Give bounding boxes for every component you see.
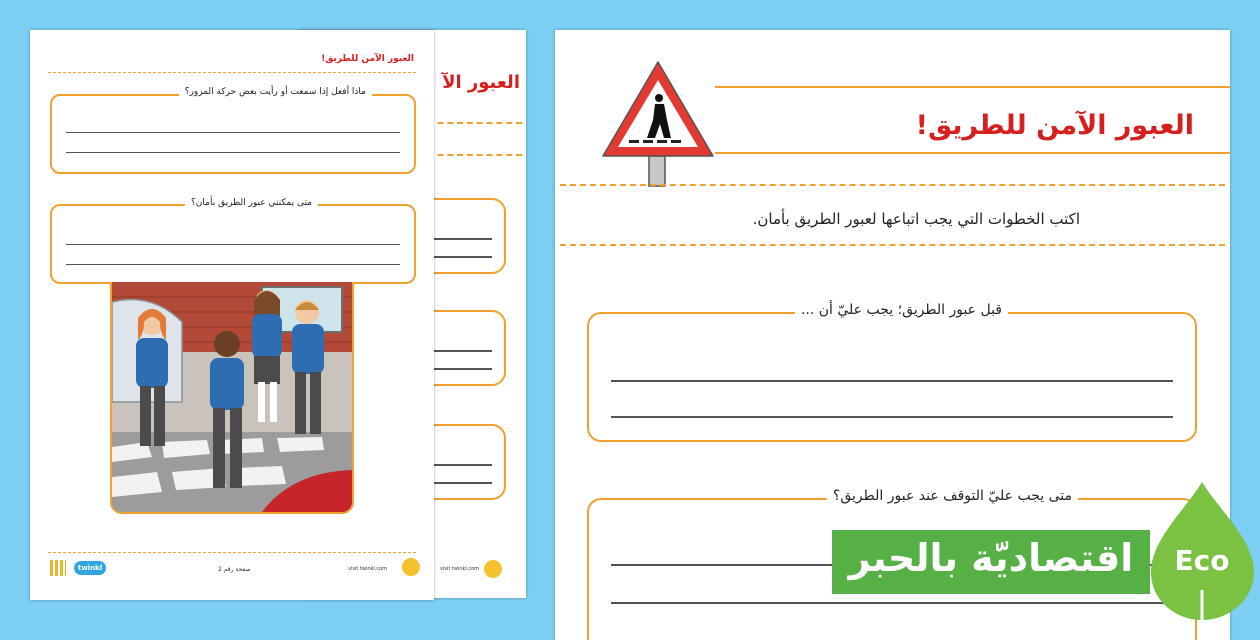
front-page-title: العبور الآمن للطريق! bbox=[321, 54, 414, 64]
question-label-2: متى يمكنني عبور الطريق بأمان؟ bbox=[185, 198, 318, 208]
eco-badge-text: اقتصاديّة بالحبر bbox=[848, 536, 1134, 580]
writing-line bbox=[66, 264, 400, 265]
answer-box-1 bbox=[587, 312, 1197, 442]
worksheet-page-front bbox=[30, 30, 434, 600]
pedestrian-crossing-sign-icon bbox=[597, 56, 719, 188]
instruction-top-rule bbox=[560, 184, 1225, 186]
writing-line bbox=[611, 416, 1173, 418]
header-top-rule bbox=[715, 86, 1230, 88]
writing-line bbox=[66, 132, 400, 133]
qr-code-icon bbox=[50, 560, 66, 576]
answer-box-1 bbox=[50, 94, 416, 174]
writing-line bbox=[611, 380, 1173, 382]
header-bottom-rule bbox=[715, 152, 1230, 154]
dash-rule bbox=[48, 72, 416, 73]
writing-line bbox=[66, 152, 400, 153]
instruction-text: اكتب الخطوات التي يجب اتباعها لعبور الطريق بأمان. bbox=[752, 210, 1080, 228]
page-title: العبور الآمن للطريق! bbox=[915, 110, 1194, 141]
back-page-title: العبور الآ bbox=[442, 72, 520, 93]
question-label-1: ماذا أفعل إذا سمعت أو رأيت بعض حركة المرور؟ bbox=[179, 87, 372, 97]
writing-line bbox=[611, 602, 1173, 604]
twinkl-badge-icon bbox=[402, 558, 420, 576]
footer-url: visit twinkl.com bbox=[348, 566, 388, 572]
instruction-bottom-rule bbox=[560, 244, 1225, 246]
children-crossing-illustration bbox=[110, 282, 354, 514]
page-number: صفحة رقم 2 bbox=[218, 566, 251, 573]
question-label-1: قبل عبور الطريق؛ يجب عليّ أن ... bbox=[795, 302, 1008, 318]
eco-badge-label: Eco bbox=[1174, 544, 1230, 577]
question-label-2: متى يجب عليّ التوقف عند عبور الطريق؟ bbox=[827, 488, 1078, 504]
twinkl-logo: twinkl bbox=[74, 561, 106, 575]
writing-line bbox=[66, 244, 400, 245]
back-footer-url: visit twinkl.com bbox=[440, 566, 480, 572]
footer-rule bbox=[48, 552, 416, 553]
back-twinkl-badge-icon bbox=[484, 560, 502, 578]
answer-box-2 bbox=[50, 204, 416, 284]
